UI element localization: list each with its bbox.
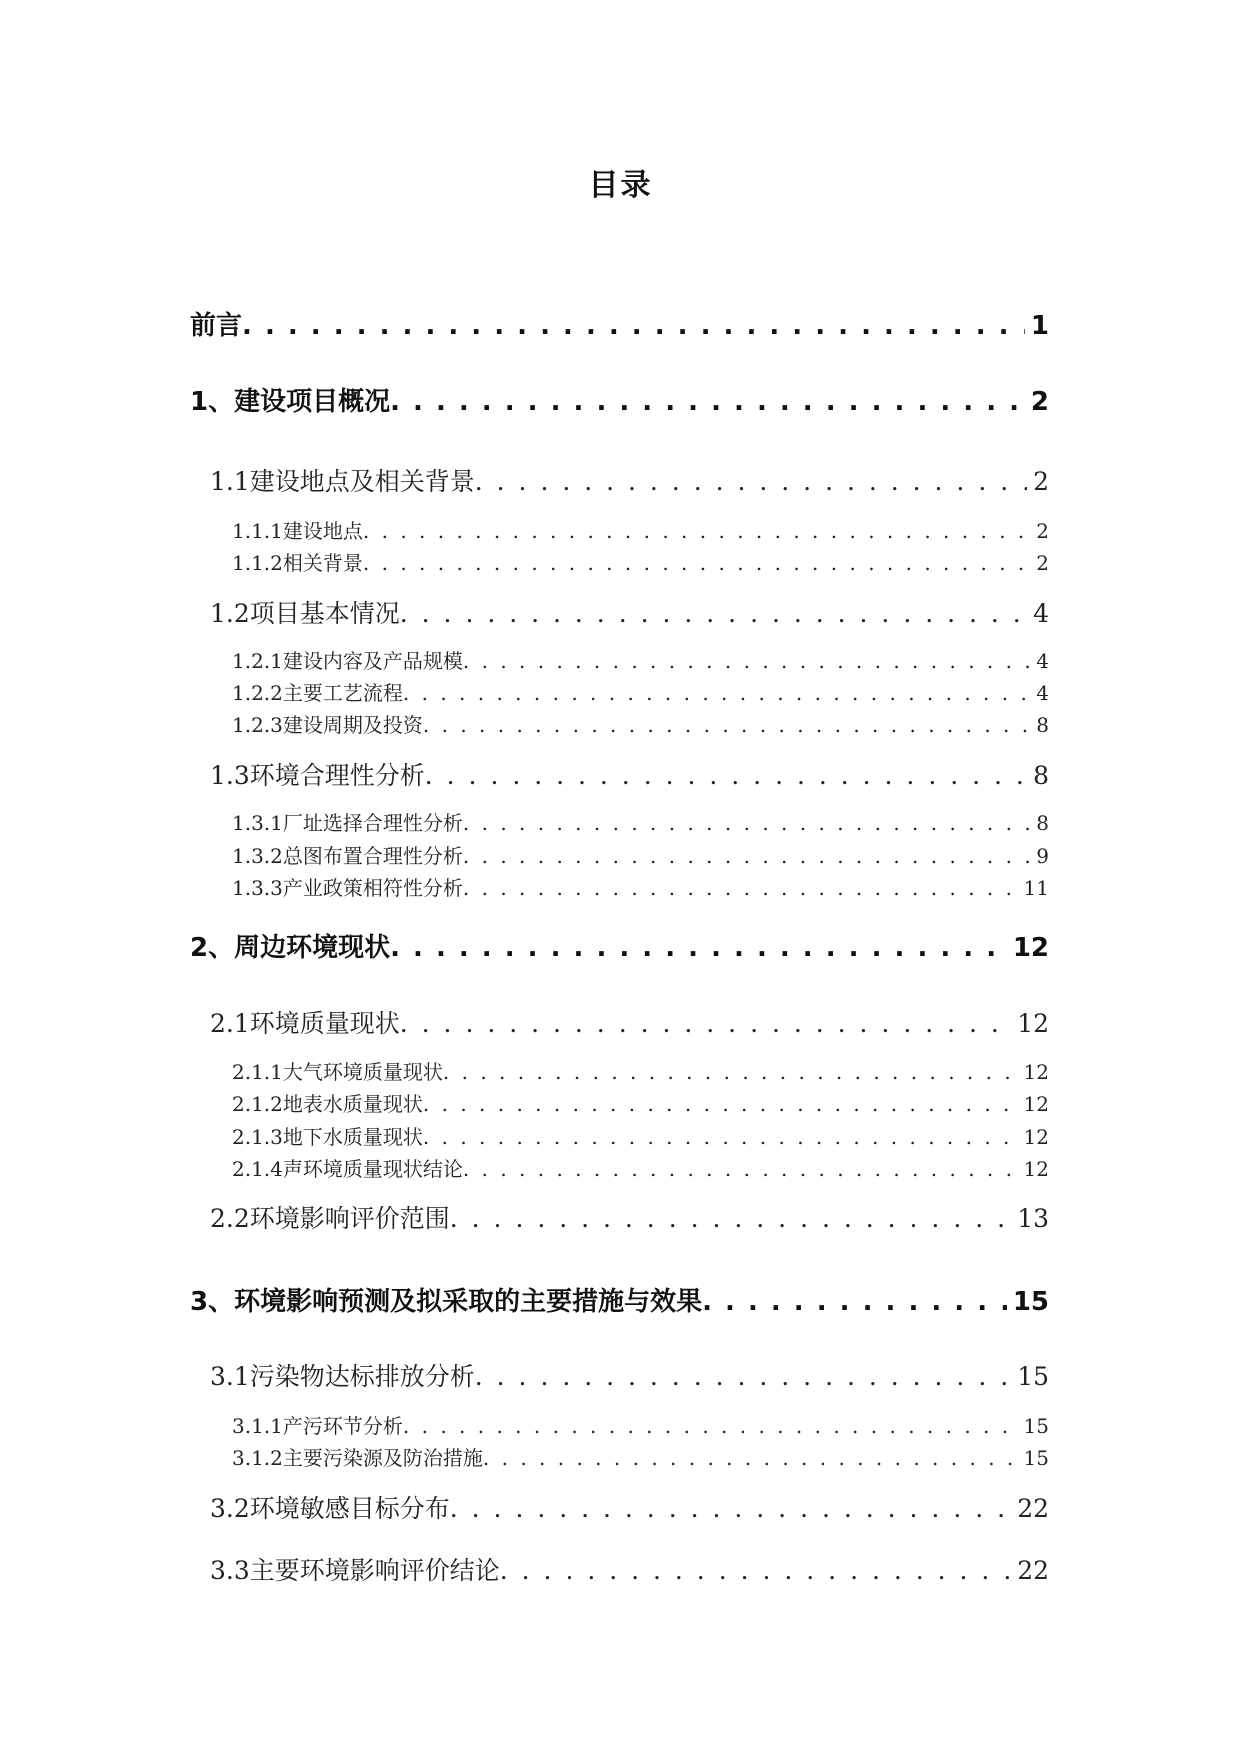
toc-label: 3.1.2主要污染源及防治措施 xyxy=(232,1446,483,1470)
toc-leader xyxy=(423,1125,1018,1149)
toc-label: 2.1.2地表水质量现状 xyxy=(232,1092,423,1116)
toc-label: 1、建设项目概况 xyxy=(190,387,391,417)
toc-entry-chapter-2[interactable] xyxy=(190,927,1049,964)
toc-entry-section[interactable] xyxy=(210,462,1049,498)
toc-label: 2.1环境质量现状 xyxy=(210,1009,400,1038)
toc-label: 1.2.2主要工艺流程 xyxy=(232,681,403,705)
toc-label: 2.2环境影响评价范围 xyxy=(210,1204,450,1233)
toc-leader xyxy=(390,933,1007,963)
toc-leader xyxy=(450,1204,1011,1233)
toc-label: 1.1.1建设地点 xyxy=(232,519,363,543)
toc-entry-section[interactable] xyxy=(210,594,1049,630)
toc-page-number: 2 xyxy=(1036,551,1049,575)
toc-leader xyxy=(423,713,1030,737)
toc-leader xyxy=(702,1287,1007,1317)
toc-label: 3.1.1产污环节分析 xyxy=(232,1414,403,1438)
toc-label: 1.3.2总图布置合理性分析 xyxy=(232,844,463,868)
toc-page-number: 12 xyxy=(1023,1092,1049,1116)
toc-entry-subsection[interactable] xyxy=(232,1121,1049,1150)
toc-page-number: 9 xyxy=(1036,844,1049,868)
toc-leader xyxy=(242,311,1025,341)
toc-entry-subsection[interactable] xyxy=(232,1153,1049,1182)
toc-entry-subsection[interactable] xyxy=(232,677,1049,706)
page-title: 目录 xyxy=(588,168,653,203)
toc-label: 1.2.1建设内容及产品规模 xyxy=(232,649,463,673)
toc-page-number: 12 xyxy=(1012,933,1049,963)
toc-entry-subsection[interactable] xyxy=(232,872,1049,901)
toc-leader xyxy=(390,387,1025,417)
toc-page-number: 12 xyxy=(1023,1125,1049,1149)
toc-page-number: 2 xyxy=(1030,387,1049,417)
toc-leader xyxy=(450,1494,1011,1523)
toc-page-number: 12 xyxy=(1023,1060,1049,1084)
toc-entry-preface[interactable] xyxy=(190,305,1049,342)
toc-entry-subsection[interactable] xyxy=(232,1088,1049,1117)
toc-leader xyxy=(425,761,1027,790)
toc-page-number: 12 xyxy=(1023,1157,1049,1181)
toc-entry-subsection[interactable] xyxy=(232,709,1049,738)
toc-leader xyxy=(475,1362,1011,1391)
toc-page-number: 15 xyxy=(1023,1446,1049,1470)
toc-leader xyxy=(463,649,1030,673)
toc-label: 3.3主要环境影响评价结论 xyxy=(210,1556,500,1585)
toc-label: 3、环境影响预测及拟采取的主要措施与效果 xyxy=(190,1287,703,1317)
toc-entry-section[interactable] xyxy=(210,1004,1049,1040)
toc-label: 1.2项目基本情况 xyxy=(210,599,400,628)
toc-page-number: 15 xyxy=(1012,1287,1049,1317)
toc-leader xyxy=(400,599,1027,628)
toc-page-number: 11 xyxy=(1023,876,1049,900)
toc-label: 1.1.2相关背景 xyxy=(232,551,363,575)
toc-entry-chapter-3[interactable] xyxy=(190,1281,1049,1318)
toc-entry-subsection[interactable] xyxy=(232,1442,1049,1471)
toc-page-number: 2 xyxy=(1036,519,1049,543)
toc-entry-section[interactable] xyxy=(210,756,1049,792)
toc-leader xyxy=(475,467,1027,496)
toc-entry-chapter-1[interactable] xyxy=(190,381,1049,418)
toc-leader xyxy=(400,1009,1011,1038)
toc-entry-subsection[interactable] xyxy=(232,1410,1049,1439)
toc-page-number: 4 xyxy=(1036,649,1049,673)
toc-page-number: 15 xyxy=(1023,1414,1049,1438)
toc-leader xyxy=(463,876,1018,900)
toc-page-number: 8 xyxy=(1036,713,1049,737)
toc-leader xyxy=(363,551,1030,575)
toc-page-number: 12 xyxy=(1017,1009,1049,1038)
toc-leader xyxy=(483,1446,1018,1470)
toc-label: 前言 xyxy=(190,311,243,341)
toc-leader xyxy=(463,1157,1018,1181)
toc-entry-section[interactable] xyxy=(210,1489,1049,1525)
toc-page-number: 4 xyxy=(1036,681,1049,705)
toc-leader xyxy=(500,1556,1011,1585)
toc-page-number: 8 xyxy=(1033,761,1049,790)
toc-page-number: 13 xyxy=(1017,1204,1049,1233)
toc-page-number: 8 xyxy=(1036,811,1049,835)
toc-label: 1.3环境合理性分析 xyxy=(210,761,425,790)
toc-leader xyxy=(423,1092,1018,1116)
toc-label: 2.1.4声环境质量现状结论 xyxy=(232,1157,463,1181)
toc-entry-subsection[interactable] xyxy=(232,515,1049,544)
toc-entry-subsection[interactable] xyxy=(232,1056,1049,1085)
toc-label: 2.1.3地下水质量现状 xyxy=(232,1125,423,1149)
toc-label: 1.3.1厂址选择合理性分析 xyxy=(232,811,463,835)
toc-leader xyxy=(403,681,1030,705)
toc-label: 2.1.1大气环境质量现状 xyxy=(232,1060,443,1084)
toc-entry-section[interactable] xyxy=(210,1199,1049,1235)
toc-label: 1.3.3产业政策相符性分析 xyxy=(232,876,463,900)
toc-label: 3.2环境敏感目标分布 xyxy=(210,1494,450,1523)
toc-page-number: 2 xyxy=(1033,467,1049,496)
toc-label: 3.1污染物达标排放分析 xyxy=(210,1362,475,1391)
toc-entry-section[interactable] xyxy=(210,1357,1049,1393)
toc-entry-subsection[interactable] xyxy=(232,547,1049,576)
toc-entry-section[interactable] xyxy=(210,1551,1049,1587)
toc-page-number: 1 xyxy=(1030,311,1049,341)
toc-leader xyxy=(463,844,1030,868)
toc-leader xyxy=(403,1414,1018,1438)
toc-entry-subsection[interactable] xyxy=(232,807,1049,836)
toc-page-number: 22 xyxy=(1017,1556,1049,1585)
toc-entry-subsection[interactable] xyxy=(232,645,1049,674)
toc-page-number: 22 xyxy=(1017,1494,1049,1523)
toc-label: 1.2.3建设周期及投资 xyxy=(232,713,423,737)
toc-page-number: 15 xyxy=(1017,1362,1049,1391)
toc-page-number: 4 xyxy=(1033,599,1049,628)
toc-leader xyxy=(463,811,1030,835)
toc-entry-subsection[interactable] xyxy=(232,840,1049,869)
toc-leader xyxy=(363,519,1030,543)
toc-label: 2、周边环境现状 xyxy=(190,933,391,963)
toc-label: 1.1建设地点及相关背景 xyxy=(210,467,475,496)
toc-leader xyxy=(443,1060,1018,1084)
